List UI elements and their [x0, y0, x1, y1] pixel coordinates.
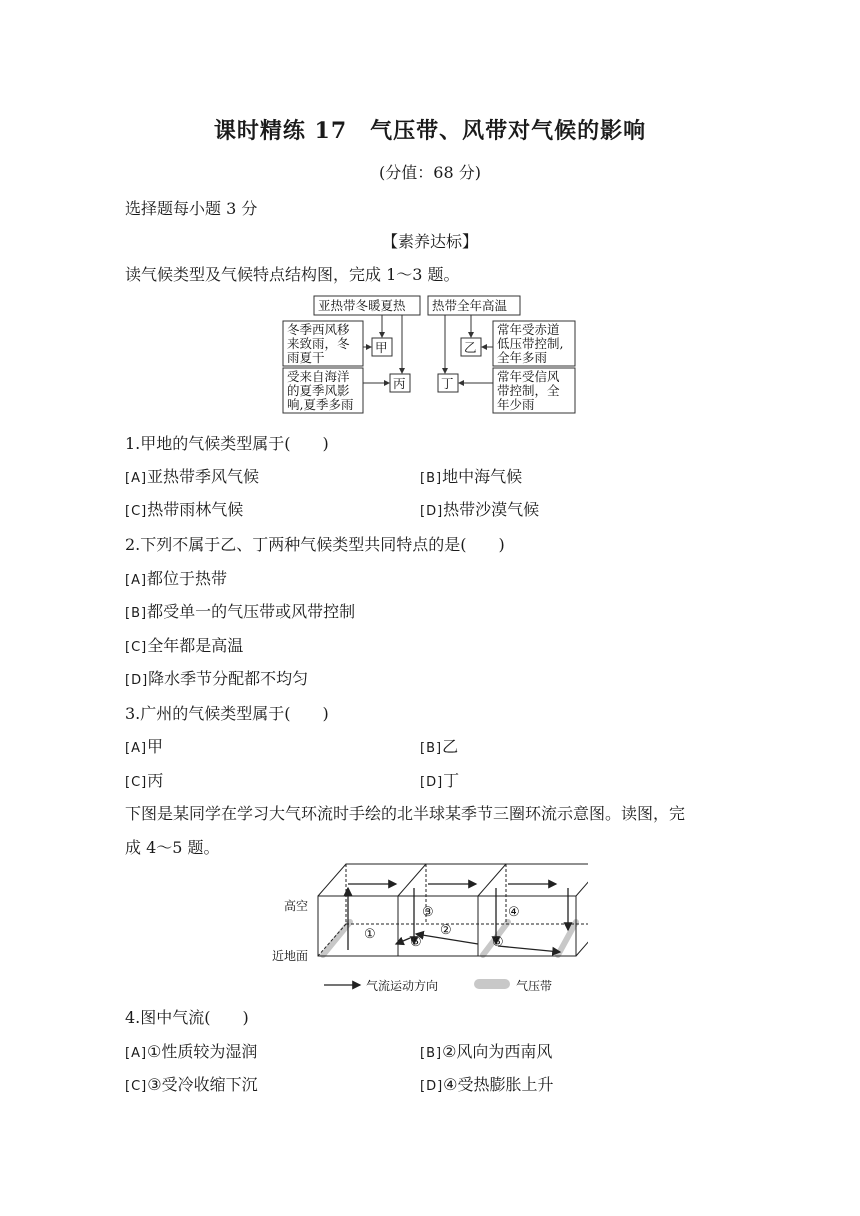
box-d-line1: 常年受信风 [497, 369, 560, 384]
flow-6: ⑥ [492, 935, 504, 950]
box-c-line2: 低压带控制, [497, 336, 564, 351]
box-tropical: 热带全年高温 [432, 298, 508, 313]
option-text: ②风向为西南风 [442, 1042, 553, 1061]
flow-4: ④ [508, 905, 520, 920]
option-tag: [A] [125, 1046, 148, 1061]
q4-option-c[interactable] [125, 1072, 258, 1095]
box-b-line2: 的夏季风影 [287, 383, 350, 398]
flow-5: ⑤ [410, 935, 422, 950]
option-tag: [D] [420, 775, 444, 790]
option-text: 降水季节分配都不均匀 [148, 669, 309, 688]
option-tag: [C] [125, 775, 148, 790]
option-tag: [D] [420, 504, 444, 519]
label-jia: 甲 [375, 340, 388, 355]
legend-pressure-belt: 气压带 [516, 979, 553, 993]
question-4-stem: 4.图中气流( ) [125, 1008, 249, 1027]
box-d-line2: 带控制，全 [497, 383, 560, 398]
option-text: 丙 [147, 771, 164, 790]
box-c-line1: 常年受赤道 [497, 322, 560, 337]
option-text: 甲 [147, 737, 164, 756]
legend-flow-direction: 气流运动方向 [366, 979, 439, 993]
q3-option-c[interactable] [125, 768, 163, 791]
option-text: 热带雨林气候 [147, 500, 244, 519]
option-tag: [D] [420, 1079, 444, 1094]
option-tag: [C] [125, 1079, 148, 1094]
option-text: 亚热带季风气候 [147, 467, 260, 486]
q3-option-b[interactable] [420, 734, 458, 757]
q4-option-a[interactable] [125, 1039, 257, 1062]
label-yi: 乙 [464, 340, 477, 355]
option-text: ①性质较为湿润 [147, 1042, 258, 1061]
option-text: ③受冷收缩下沉 [147, 1075, 258, 1094]
box-b-line1: 受来自海洋 [287, 369, 350, 384]
q2-option-b[interactable] [125, 599, 355, 622]
flow-1: ① [364, 927, 376, 942]
option-text: ④受热膨胀上升 [443, 1075, 554, 1094]
circulation-diagram [268, 860, 588, 996]
box-a-line1: 冬季西风移 [287, 322, 350, 337]
label-bing: 丙 [393, 376, 406, 391]
q4-option-b[interactable] [420, 1039, 552, 1062]
flow-2: ② [440, 923, 452, 938]
q2-option-c[interactable] [125, 633, 243, 656]
option-tag: [D] [125, 673, 149, 688]
box-a-line3: 雨夏干 [287, 350, 325, 365]
box-d-line3: 年少雨 [497, 397, 535, 412]
box-a-line2: 来致雨，冬 [287, 336, 350, 351]
intro-text-1: 读气候类型及气候特点结构图，完成 1～3 题。 [125, 265, 460, 284]
q2-option-a[interactable] [125, 566, 227, 589]
option-tag: [A] [125, 471, 148, 486]
option-text: 乙 [442, 737, 459, 756]
option-tag: [A] [125, 741, 148, 756]
q1-option-d[interactable] [420, 497, 539, 520]
option-tag: [B] [420, 1046, 443, 1061]
option-text: 都受单一的气压带或风带控制 [147, 602, 356, 621]
question-3-stem: 3.广州的气候类型属于( ) [125, 704, 329, 723]
box-b-line3: 响,夏季多雨 [287, 397, 354, 412]
box-c-line3: 全年多雨 [497, 350, 548, 365]
option-text: 热带沙漠气候 [443, 500, 540, 519]
flow-3: ③ [422, 905, 434, 920]
label-high-altitude: 高空 [284, 899, 309, 913]
option-tag: [B] [420, 741, 443, 756]
intro-text-2-line1: 下图是某同学在学习大气环流时手绘的北半球某季节三圈环流示意图。读图，完 [125, 804, 686, 823]
option-tag: [A] [125, 573, 148, 588]
score-info: (分值：68 分) [379, 163, 481, 182]
q2-option-d[interactable] [125, 666, 308, 689]
question-2-stem: 2.下列不属于乙、丁两种气候类型共同特点的是( ) [125, 535, 505, 554]
option-text: 丁 [443, 771, 460, 790]
option-text: 全年都是高温 [147, 636, 244, 655]
option-text: 都位于热带 [147, 569, 228, 588]
section-heading: 【素养达标】 [381, 232, 478, 251]
q3-option-d[interactable] [420, 768, 459, 791]
question-1-stem: 1.甲地的气候类型属于( ) [125, 434, 329, 453]
instruction: 选择题每小题 3 分 [125, 199, 258, 218]
page-title: 课时精练 17 气压带、风带对气候的影响 [213, 118, 647, 144]
climate-structure-diagram [280, 292, 580, 416]
pressure-belt-legend-swatch [474, 979, 510, 989]
q1-option-a[interactable] [125, 464, 259, 487]
option-tag: [C] [125, 504, 148, 519]
q3-option-a[interactable] [125, 734, 163, 757]
q4-option-d[interactable] [420, 1072, 554, 1095]
option-tag: [B] [420, 471, 443, 486]
label-ding: 丁 [441, 376, 454, 391]
q1-option-c[interactable] [125, 497, 243, 520]
q1-option-b[interactable] [420, 464, 522, 487]
intro-text-2-line2: 成 4～5 题。 [125, 838, 220, 857]
box-subtropical: 亚热带冬暖夏热 [318, 298, 406, 313]
label-near-surface: 近地面 [272, 949, 309, 963]
option-tag: [B] [125, 606, 148, 621]
option-tag: [C] [125, 640, 148, 655]
option-text: 地中海气候 [442, 467, 523, 486]
